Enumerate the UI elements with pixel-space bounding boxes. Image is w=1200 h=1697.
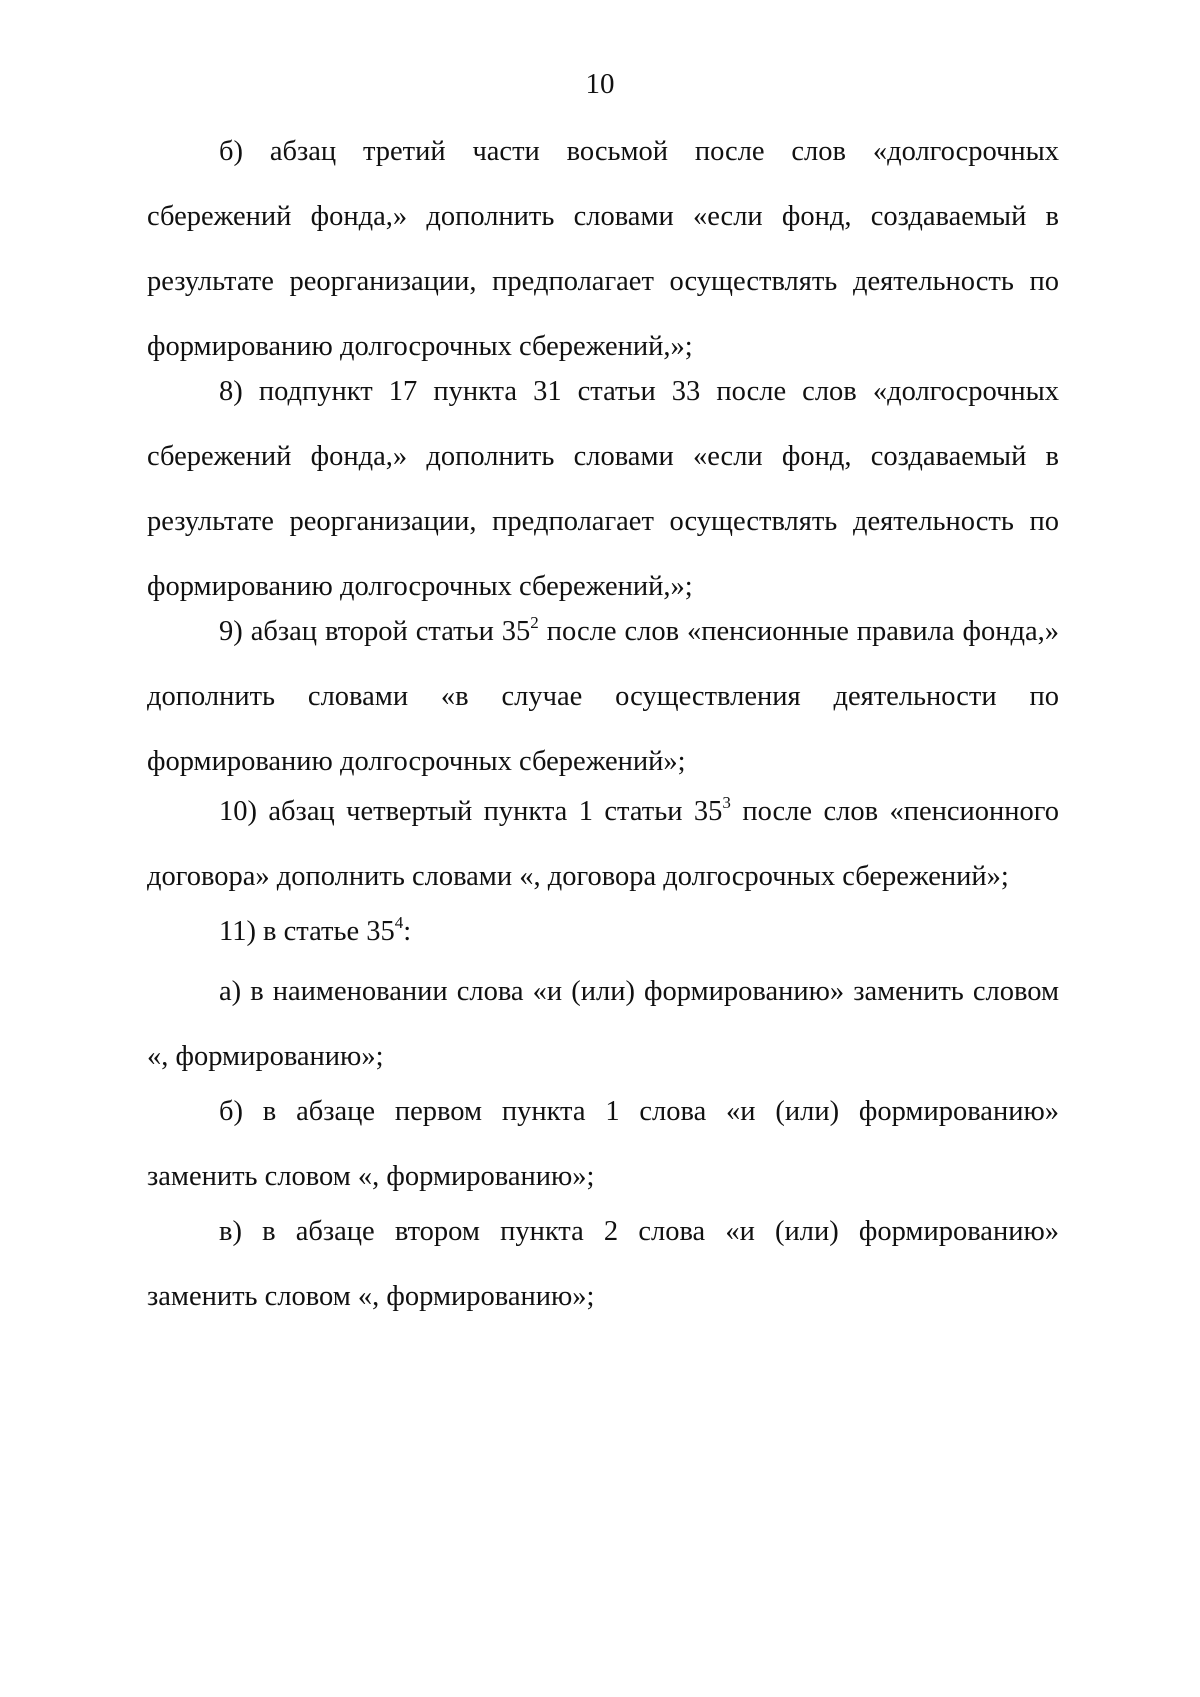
paragraph-11c-v-abzace-vtorom: в) в абзаце втором пункта 2 слова «и (или) формированию» заменить словом «, формированию»; xyxy=(147,1216,1059,1312)
paragraph-9-superscript: 2 xyxy=(530,613,539,632)
paragraph-11-text-before: 11) в статье 35 xyxy=(219,916,395,947)
paragraph-9-abzac-vtoroy xyxy=(147,599,1059,794)
paragraph-9-text-before: 9) абзац второй статьи 35 xyxy=(219,616,531,647)
paragraph-10-abzac-chetvertyy xyxy=(147,779,1059,909)
paragraph-8-podpunkt-17: 8) подпункт 17 пункта 31 статьи 33 после слов «долгосрочных сбережений фонда,» дополнить словами «если фонд, создаваемый в результате реорганизации, предполагает осуществлять деятельность по формированию долгосрочных сбережений,»; xyxy=(147,376,1059,602)
paragraph-11-v-state xyxy=(147,899,1059,964)
paragraph-10-text-after: после слов «пенсионного договора» дополнить словами «, договора долгосрочных сбережений»; xyxy=(147,796,1060,892)
paragraph-b-abzac-tretiy: б) абзац третий части восьмой после слов «долгосрочных сбережений фонда,» дополнить словами «если фонд, создаваемый в результате реорганизации, предполагает осуществлять деятельность по формированию долгосрочных сбережений,»; xyxy=(147,136,1059,362)
paragraph-11-superscript: 4 xyxy=(394,913,404,932)
paragraph-10-superscript: 3 xyxy=(722,793,731,812)
paragraph-11-text-after: : xyxy=(403,916,412,947)
paragraph-10-text-before: 10) абзац четвертый пункта 1 статьи 35 xyxy=(219,796,723,827)
paragraph-9-text-after: после слов «пенсионные правила фонда,» дополнить словами «в случае осуществления деятельности по формированию долгосрочных сбережений»; xyxy=(147,616,1059,777)
paragraph-11b-v-abzace-pervom: б) в абзаце первом пункта 1 слова «и (или) формированию» заменить словом «, формированию»; xyxy=(147,1096,1059,1192)
paragraph-11a-v-naimenovanii: а) в наименовании слова «и (или) формированию» заменить словом «, формированию»; xyxy=(147,976,1059,1072)
page-number: 10 xyxy=(585,68,615,100)
